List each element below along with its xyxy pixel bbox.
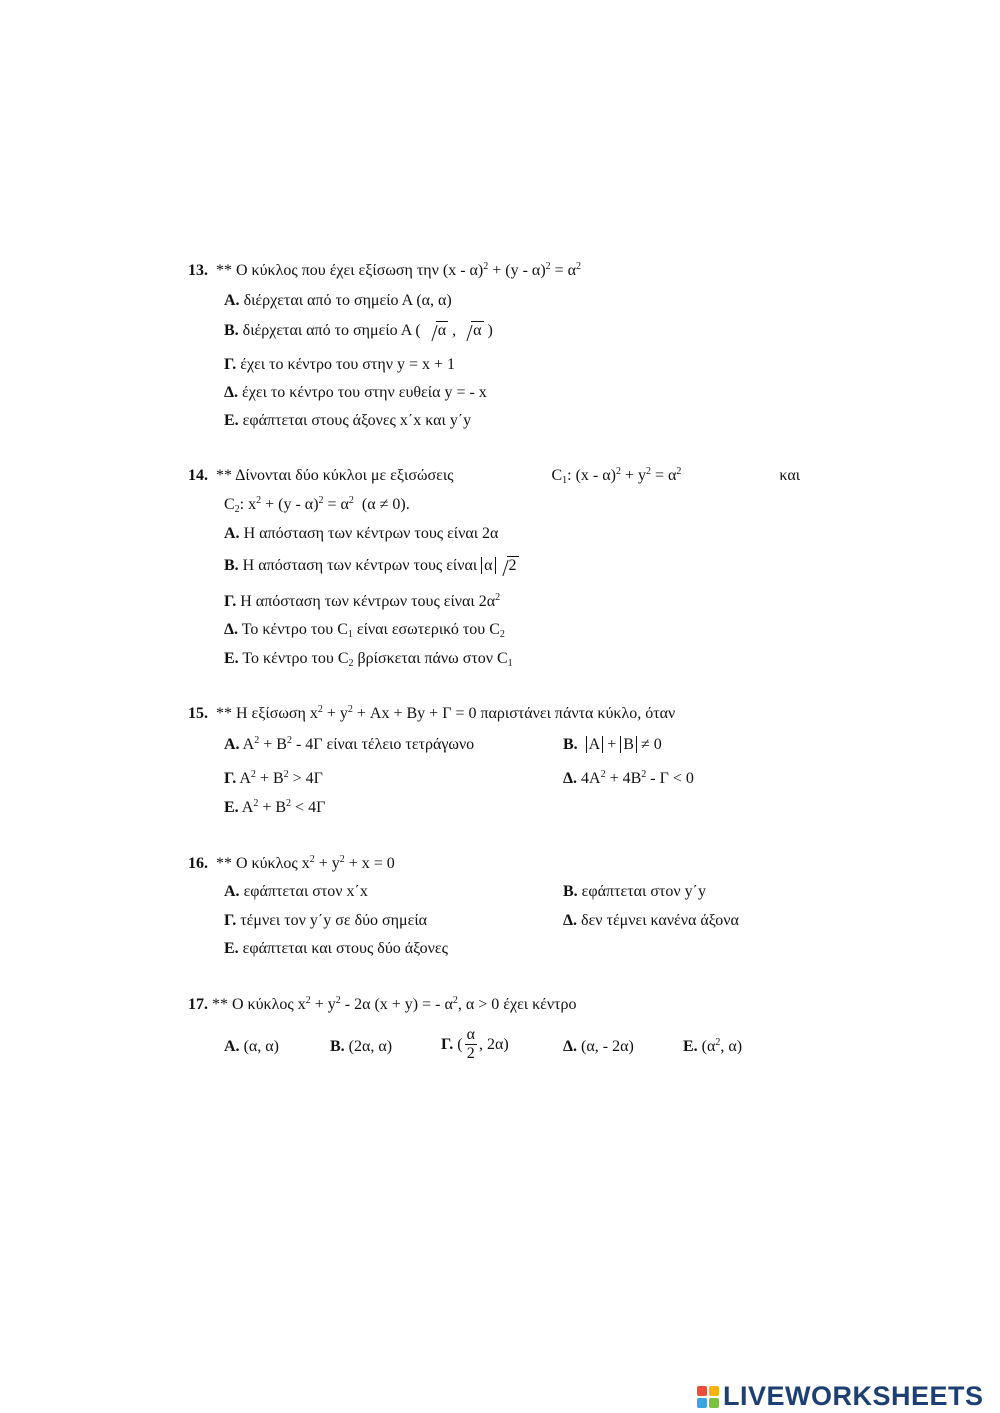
q16-option-d[interactable]: Δ. δεν τέμνει κανένα άξονα xyxy=(563,912,739,929)
q15-option-d[interactable]: Δ. $4A^2 + 4B^2 - \Gamma < 0$ xyxy=(563,769,694,787)
q16-option-b[interactable]: Β. εφάπτεται στον y΄y xyxy=(563,883,706,900)
q13-option-e[interactable]: Ε. εφάπτεται στους άξονες x΄x και y΄y xyxy=(224,412,472,429)
q13-option-b[interactable]: Β. διέρχεται από το σημείο Α ( α , α ) xyxy=(224,322,493,339)
sqrt-alpha: α xyxy=(460,322,483,340)
q15-option-g[interactable]: Γ. $A^2 + B^2 > 4\Gamma$ xyxy=(224,769,323,787)
q13-option-d[interactable]: Δ. έχει το κέντρο του στην ευθεία y = - x xyxy=(224,384,487,401)
logo-squares-icon xyxy=(697,1386,719,1408)
q17-option-g[interactable]: Γ. ( $\frac{\alpha}{2}$ , 2α) xyxy=(441,1026,509,1062)
q13-option-a[interactable]: Α. διέρχεται από το σημείο Α (α, α) xyxy=(224,292,452,309)
logo-text: LIVEWORKSHEETS xyxy=(723,1381,984,1411)
sqrt-alpha: α xyxy=(425,322,448,340)
q13-option-a-text: διέρχεται από το σημείο Α (α, α) xyxy=(243,292,452,309)
fraction-alpha-over-2: $\frac{\alpha}{2}$ xyxy=(466,1026,475,1062)
q17-option-b[interactable]: Β. (2α, α) xyxy=(330,1038,393,1055)
q17-option-d[interactable]: Δ. (α, - 2α) xyxy=(563,1038,634,1055)
q14-option-b[interactable]: Β. Η απόσταση των κέντρων τους είναι α 2 xyxy=(224,557,517,574)
q14-option-d[interactable]: Δ. Το κέντρο του $C_1$ είναι εσωτερικό του $C_2$ xyxy=(224,621,505,640)
q15-option-a[interactable]: Α. $A^2 + B^2 - 4\Gamma$ είναι τέλειο τετράγωνο xyxy=(224,735,475,753)
q14-stem: 14. ** Δίνονται δύο κύκλοι με εξισώσεις $C_1$: $(x - \alpha)^2 + y^2 = \alpha^2$ και xyxy=(188,466,800,486)
q17-option-e[interactable]: Ε. ($\alpha^2$, α) xyxy=(683,1037,743,1055)
q13-number: 13. xyxy=(188,262,208,279)
q16-option-g[interactable]: Γ. τέμνει τον y΄y σε δύο σημεία xyxy=(224,912,428,929)
q15-stem: 15. ** Η εξίσωση $x^2 + y^2 + Ax + By + \Gamma = 0$ παριστάνει πάντα κύκλο, όταν xyxy=(188,704,676,722)
q14-option-g[interactable]: Γ. Η απόσταση των κέντρων τους είναι $2\alpha^2$ xyxy=(224,592,501,610)
q15-option-b[interactable]: Β. Α + Β ≠ 0 xyxy=(563,736,662,753)
q13-stem: 13. ** Ο κύκλος που έχει εξίσωση την $(x - \alpha)^2 + (y - \alpha)^2 = \alpha^2$ xyxy=(188,261,582,279)
liveworksheets-logo xyxy=(697,1381,984,1412)
q13-option-g[interactable]: Γ. έχει το κέντρο του στην y = x + 1 xyxy=(224,356,456,373)
q17-option-a[interactable]: Α. (α, α) xyxy=(224,1038,279,1055)
q16-option-a[interactable]: Α. εφάπτεται στον x΄x xyxy=(224,883,368,900)
q14-option-e[interactable]: Ε. Το κέντρο του $C_2$ βρίσκεται πάνω στον $C_1$ xyxy=(224,650,513,669)
q16-option-e[interactable]: Ε. εφάπτεται και στους δύο άξονες xyxy=(224,940,448,957)
q14-stem-line2: $C_2$: $x^2 + (y - \alpha)^2 = \alpha^2$ (α ≠ 0). xyxy=(224,495,410,515)
q14-option-a[interactable]: Α. Η απόσταση των κέντρων τους είναι 2α xyxy=(224,525,499,542)
q15-option-e[interactable]: Ε. $A^2 + B^2 < 4\Gamma$ xyxy=(224,798,326,816)
q16-stem: 16. ** Ο κύκλος $x^2 + y^2 + x = 0$ xyxy=(188,854,395,872)
q17-stem: 17. ** Ο κύκλος $x^2 + y^2 - 2\alpha$ (x + y) = - $\alpha^2$, α > 0 έχει κέντρο xyxy=(188,995,577,1013)
